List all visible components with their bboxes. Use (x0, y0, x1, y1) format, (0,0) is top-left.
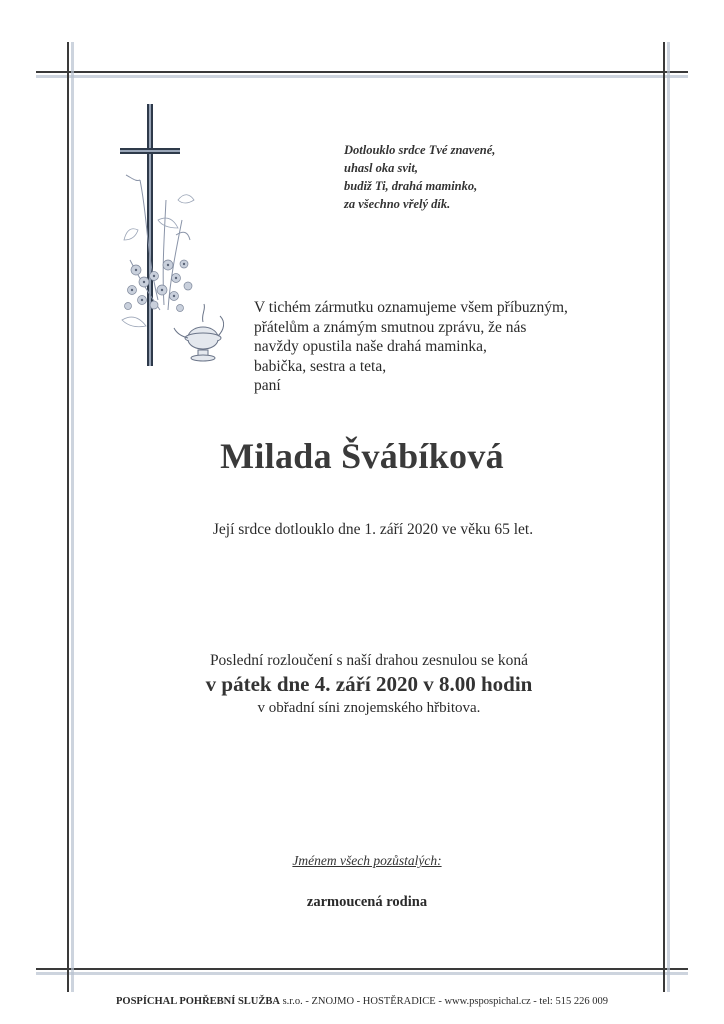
frame-top-line (36, 71, 688, 73)
frame-bottom-line (36, 968, 688, 970)
announcement-line: přátelům a známým smutnou zprávu, že nás (254, 318, 527, 336)
on-behalf-label: Jménem všech pozůstalých: (292, 853, 442, 868)
cross-with-flowers-and-lamp-icon (118, 100, 228, 368)
announcement-line: babička, sestra a teta, (254, 357, 387, 375)
frame-left-line (67, 42, 69, 992)
deceased-name: Milada Švábíková (220, 436, 504, 476)
frame-right-line (663, 42, 665, 992)
death-notice: Její srdce dotlouklo dne 1. září 2020 ve věku 65 let. (212, 521, 534, 538)
announcement-line: navždy opustila naše drahá maminka, (254, 338, 487, 355)
farewell-intro: Poslední rozloučení s naší drahou zesnulou se koná (209, 652, 529, 669)
frame-right-shadow (667, 42, 670, 992)
frame-left-shadow (71, 42, 74, 992)
announcement-line: V tichém zármutku oznamujeme všem příbuzným, (254, 299, 568, 316)
farewell-date-time: v pátek dne 4. září 2020 v 8.00 hodin (205, 672, 533, 696)
family-signature: zarmoucená rodina (306, 894, 428, 910)
poem-line: Dotlouklo srdce Tvé znavené, (344, 143, 496, 157)
farewell-info (0, 650, 724, 718)
footer-company: POSPÍCHAL POHŘEBNÍ SLUŽBA (116, 996, 280, 1007)
farewell-location: v obřadní síni znojemského hřbitova. (257, 700, 481, 716)
announcement-text (254, 298, 654, 396)
frame-top-shadow (36, 75, 688, 78)
announcement-line: paní (254, 377, 281, 394)
poem-line: za všechno vřelý dík. (344, 197, 451, 211)
frame-bottom-shadow (36, 972, 688, 975)
footer-contact: s.r.o. - ZNOJMO - HOSTĚRADICE - www.pspospichal.cz - tel: 515 226 009 (279, 996, 608, 1007)
footer (0, 996, 724, 1007)
oil-lamp (174, 304, 224, 361)
poem-line: uhasl oka svit, (344, 161, 418, 175)
poem-line: budiž Ti, drahá maminko, (344, 179, 478, 193)
signature-block (0, 853, 724, 911)
poem (344, 141, 584, 213)
